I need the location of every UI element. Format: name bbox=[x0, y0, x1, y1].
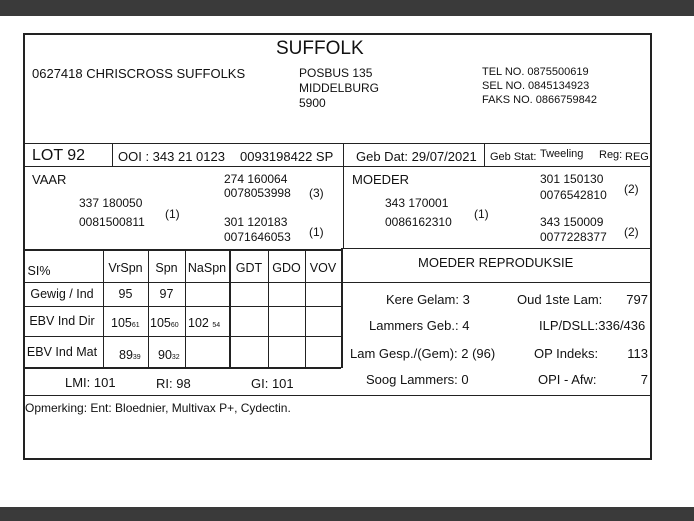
divider bbox=[25, 306, 341, 307]
vaar-sire-count: (3) bbox=[309, 186, 324, 200]
moeder-dam-line-1: 343 150009 bbox=[540, 215, 604, 229]
address-line-1: POSBUS 135 bbox=[299, 66, 373, 80]
divider bbox=[25, 367, 341, 369]
col-header-vov: VOV bbox=[309, 261, 337, 275]
vaar-dam-line-2: 0071646053 bbox=[224, 230, 291, 244]
sel-no: SEL NO. 0845134923 bbox=[482, 80, 590, 92]
moeder-dam-count: (2) bbox=[624, 225, 639, 239]
birth-status: Tweeling bbox=[540, 148, 584, 160]
col-header-gdt: GDT bbox=[235, 261, 263, 275]
row-label-mat: EBV Ind Mat bbox=[26, 345, 98, 359]
divider bbox=[25, 282, 652, 283]
col-header-naspn: NaSpn bbox=[187, 261, 227, 275]
vaar-sire-line-1: 274 160064 bbox=[224, 172, 288, 186]
ri-index: RI: 98 bbox=[156, 376, 191, 391]
ooi-number: OOI : 343 21 0123 bbox=[118, 149, 225, 164]
lam-gesp: Lam Gesp./(Gem): 2 (96) bbox=[350, 346, 496, 361]
dir-naspn: 102 54 bbox=[188, 316, 221, 330]
vaar-dam-count: (1) bbox=[309, 225, 324, 239]
op-value: 113 bbox=[627, 346, 648, 361]
divider bbox=[25, 249, 343, 251]
lot-number: LOT 92 bbox=[32, 147, 86, 164]
row-label-gewig: Gewig / Ind bbox=[30, 287, 94, 301]
animal-id: 0093198422 SP bbox=[240, 149, 334, 164]
vaar-dam-line-1: 301 120183 bbox=[224, 215, 288, 229]
oud-label: Oud 1ste Lam: bbox=[517, 292, 603, 307]
reg-label: Reg: bbox=[599, 149, 623, 161]
gi-index: GI: 101 bbox=[251, 376, 294, 391]
address-line-3: 5900 bbox=[299, 96, 326, 110]
divider bbox=[341, 248, 343, 368]
kere-gelam: Kere Gelam: 3 bbox=[386, 292, 470, 307]
gewig-spn: 97 bbox=[159, 287, 174, 301]
mat-vrspn: 8939 bbox=[119, 348, 141, 362]
faks-no: FAKS NO. 0866759842 bbox=[482, 94, 597, 106]
divider bbox=[25, 143, 652, 144]
col-header-spn: Spn bbox=[155, 261, 178, 275]
repro-title: MOEDER REPRODUKSIE bbox=[418, 255, 574, 270]
oud-value: 797 bbox=[626, 292, 648, 307]
vaar-label: VAAR bbox=[32, 172, 67, 187]
breed-title: SUFFOLK bbox=[276, 38, 364, 59]
moeder-sire-line-1: 301 150130 bbox=[540, 172, 604, 186]
birth-date: Geb Dat: 29/07/2021 bbox=[356, 149, 477, 164]
moeder-count: (1) bbox=[474, 207, 489, 221]
vaar-line-2: 0081500811 bbox=[79, 215, 145, 229]
remarks: Opmerking: Ent: Bloednier, Multivax P+, Cydectin. bbox=[25, 401, 291, 415]
moeder-dam-line-2: 0077228377 bbox=[540, 230, 607, 244]
lot-card bbox=[23, 33, 652, 460]
divider bbox=[112, 143, 113, 166]
moeder-label: MOEDER bbox=[352, 172, 410, 187]
col-header-si: SI% bbox=[27, 264, 51, 278]
address-line-2: MIDDELBURG bbox=[299, 81, 380, 95]
vaar-sire-line-2: 0078053998 bbox=[224, 186, 291, 200]
op-label: OP Indeks: bbox=[534, 346, 599, 361]
vaar-line-1: 337 180050 bbox=[79, 196, 143, 210]
dir-spn: 10560 bbox=[150, 316, 179, 330]
divider bbox=[25, 395, 652, 396]
moeder-sire-count: (2) bbox=[624, 182, 639, 196]
col-header-gdo: GDO bbox=[272, 261, 301, 275]
opi-value: 7 bbox=[640, 372, 648, 387]
divider bbox=[343, 143, 344, 166]
divider bbox=[343, 166, 344, 248]
row-label-dir: EBV Ind Dir bbox=[29, 314, 95, 328]
mat-spn: 9032 bbox=[158, 348, 180, 362]
moeder-line-2: 0086162310 bbox=[385, 215, 452, 229]
col-header-vrspn: VrSpn bbox=[108, 261, 143, 275]
soog-lammers: Soog Lammers: 0 bbox=[366, 372, 469, 387]
divider bbox=[343, 248, 652, 249]
lammers-geb: Lammers Geb.: 4 bbox=[369, 318, 470, 333]
divider bbox=[484, 143, 485, 166]
divider bbox=[25, 166, 652, 167]
opi-label: OPI - Afw: bbox=[538, 372, 597, 387]
ilp-dsll: ILP/DSLL:336/436 bbox=[539, 318, 646, 333]
tel-no: TEL NO. 0875500619 bbox=[482, 66, 589, 78]
dir-vrspn: 10561 bbox=[111, 316, 140, 330]
moeder-sire-line-2: 0076542810 bbox=[540, 188, 607, 202]
divider bbox=[25, 336, 341, 337]
moeder-line-1: 343 170001 bbox=[385, 196, 449, 210]
top-bar bbox=[0, 0, 694, 16]
breeder-name: 0627418 CHRISCROSS SUFFOLKS bbox=[32, 66, 246, 81]
birth-status-label: Geb Stat: bbox=[490, 151, 537, 163]
lmi-index: LMI: 101 bbox=[65, 375, 116, 390]
reg-status: REG bbox=[625, 151, 649, 163]
gewig-vrspn: 95 bbox=[118, 287, 133, 301]
vaar-count: (1) bbox=[165, 207, 180, 221]
